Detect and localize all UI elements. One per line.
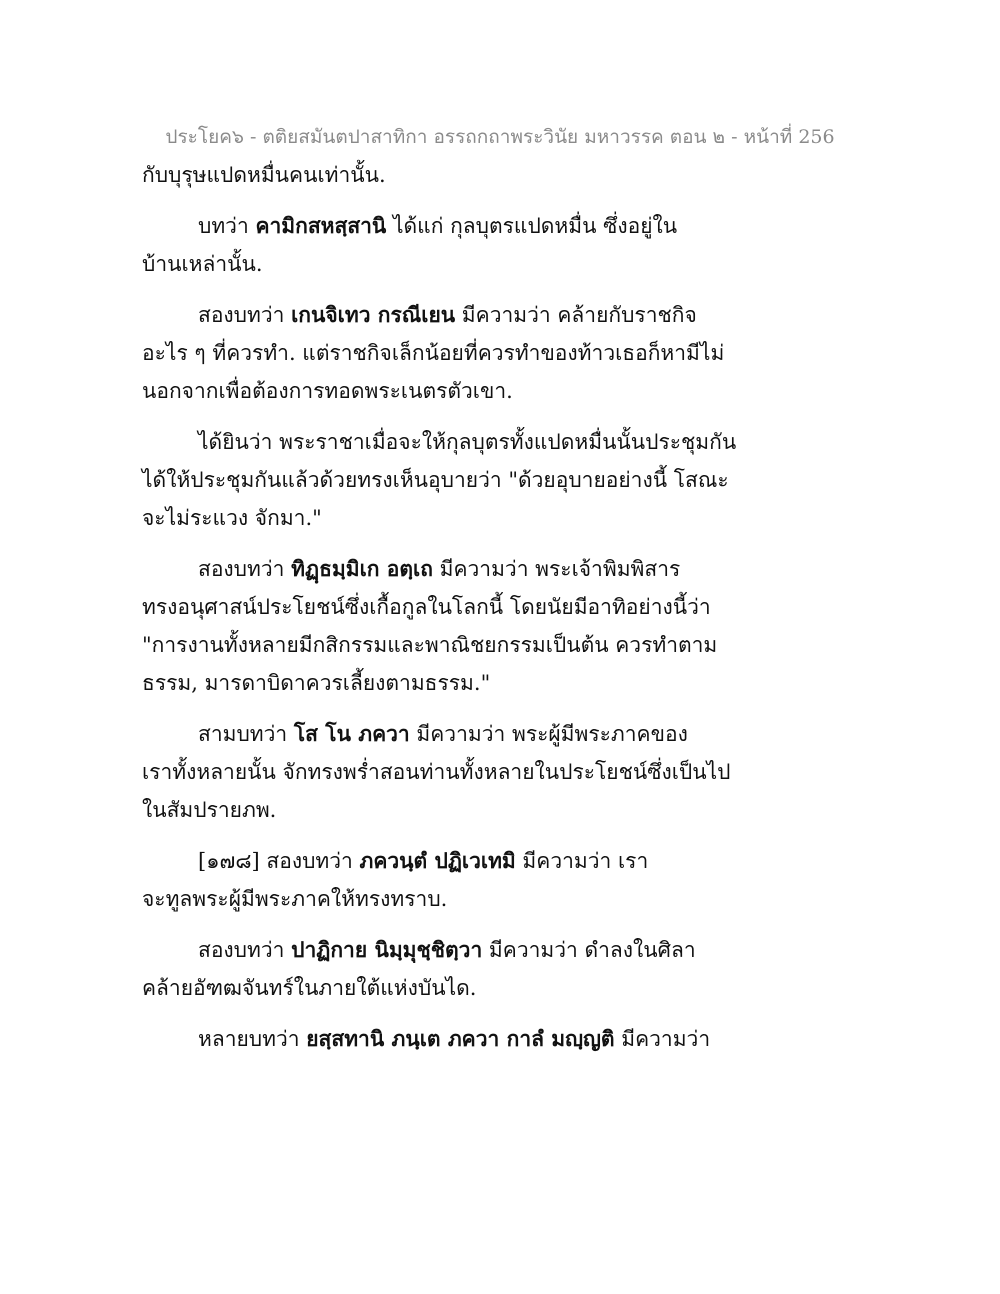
text-segment: ในสัมปรายภพ. bbox=[142, 798, 277, 822]
text-segment: [๑๗๘] สองบทว่า bbox=[198, 849, 360, 873]
pali-term: ยสฺสทานิ ภนฺเต ภควา กาลํ มญฺญติ bbox=[306, 1026, 615, 1051]
text-line bbox=[142, 499, 862, 537]
text-segment: สามบทว่า bbox=[198, 722, 294, 746]
body-text bbox=[142, 156, 862, 1071]
paragraph bbox=[142, 207, 862, 283]
text-line bbox=[142, 715, 862, 753]
paragraph bbox=[142, 423, 862, 537]
text-segment: สองบทว่า bbox=[198, 938, 292, 962]
text-segment: ทรงอนุศาสน์ประโยชน์ซึ่งเกื้อกูลในโลกนี้ โดยนัยมีอาทิอย่างนี้ว่า bbox=[142, 595, 711, 619]
pali-term: ภควนฺตํ ปฏิเวเทมิ bbox=[359, 848, 516, 873]
paragraph bbox=[142, 296, 862, 410]
text-segment: บทว่า bbox=[198, 214, 256, 238]
text-line bbox=[142, 969, 862, 1007]
pali-term: คามิกสหสฺสานิ bbox=[255, 213, 387, 238]
text-line bbox=[142, 334, 862, 372]
pali-term: ปาฏิกาย นิมฺมุชฺชิตฺวา bbox=[291, 937, 483, 962]
text-line bbox=[142, 423, 862, 461]
paragraph bbox=[142, 931, 862, 1007]
text-line bbox=[142, 296, 862, 334]
text-segment: สองบทว่า bbox=[198, 557, 292, 581]
text-line bbox=[142, 207, 862, 245]
text-segment: เราทั้งหลายนั้น จักทรงพร่ำสอนท่านทั้งหลายในประโยชน์ซึ่งเป็นไป bbox=[142, 760, 731, 784]
text-line bbox=[142, 245, 862, 283]
pali-term: ทิฏฺธมฺมิเก อตฺเถ bbox=[291, 556, 433, 581]
paragraph bbox=[142, 550, 862, 702]
text-segment: มีความว่า bbox=[614, 1027, 711, 1051]
text-segment: มีความว่า พระผู้มีพระภาคของ bbox=[409, 722, 688, 746]
text-segment: บ้านเหล่านั้น. bbox=[142, 252, 263, 276]
paragraph bbox=[142, 715, 862, 829]
text-segment: มีความว่า พระเจ้าพิมพิสาร bbox=[432, 557, 681, 581]
text-segment: ได้ยินว่า พระราชาเมื่อจะให้กุลบุตรทั้งแปดหมื่นนั้นประชุมกัน bbox=[198, 430, 737, 454]
text-line bbox=[142, 842, 862, 880]
pali-term: เกนจิเทว กรณีเยน bbox=[291, 302, 456, 327]
text-segment: จะไม่ระแวง จักมา." bbox=[142, 506, 322, 530]
pali-term: โส โน ภควา bbox=[293, 721, 410, 746]
text-line bbox=[142, 156, 862, 194]
paragraph bbox=[142, 1020, 862, 1058]
text-line bbox=[142, 791, 862, 829]
text-line bbox=[142, 880, 862, 918]
text-line bbox=[142, 588, 862, 626]
text-segment: ธรรม, มารดาบิดาควรเลี้ยงตามธรรม." bbox=[142, 671, 491, 695]
text-segment: คล้ายอัฑฒจันทร์ในภายใต้แห่งบันได. bbox=[142, 976, 477, 1000]
text-segment: มีความว่า ดำลงในศิลา bbox=[482, 938, 696, 962]
text-segment: มีความว่า เรา bbox=[515, 849, 649, 873]
text-line bbox=[142, 550, 862, 588]
text-segment: หลายบทว่า bbox=[198, 1027, 307, 1051]
text-segment: อะไร ๆ ที่ควรทำ. แต่ราชกิจเล็กน้อยที่ควรทำของท้าวเธอก็หามีไม่ bbox=[142, 341, 725, 365]
text-line bbox=[142, 931, 862, 969]
text-line bbox=[142, 753, 862, 791]
text-segment: มีความว่า คล้ายกับราชกิจ bbox=[455, 303, 697, 327]
running-header: ประโยค๖ - ตติยสมันตปาสาทิกา อรรถกถาพระวินัย มหาวรรค ตอน ๒ - หน้าที่ 256 bbox=[165, 126, 835, 148]
text-segment: สองบทว่า bbox=[198, 303, 292, 327]
text-segment: นอกจากเพื่อต้องการทอดพระเนตรตัวเขา. bbox=[142, 379, 513, 403]
text-segment: ได้ให้ประชุมกันแล้วด้วยทรงเห็นอุบายว่า "ด้วยอุบายอย่างนี้ โสณะ bbox=[142, 468, 729, 492]
text-line bbox=[142, 461, 862, 499]
text-line bbox=[142, 372, 862, 410]
text-segment: "การงานทั้งหลายมีกสิกรรมและพาณิชยกรรมเป็นต้น ควรทำตาม bbox=[142, 633, 718, 657]
text-line bbox=[142, 626, 862, 664]
text-line bbox=[142, 1020, 862, 1058]
paragraph bbox=[142, 156, 862, 194]
paragraph bbox=[142, 842, 862, 918]
text-segment: กับบุรุษแปดหมื่นคนเท่านั้น. bbox=[142, 163, 386, 187]
text-segment: ได้แก่ กุลบุตรแปดหมื่น ซึ่งอยู่ใน bbox=[386, 214, 678, 238]
text-line bbox=[142, 664, 862, 702]
text-segment: จะทูลพระผู้มีพระภาคให้ทรงทราบ. bbox=[142, 887, 448, 911]
